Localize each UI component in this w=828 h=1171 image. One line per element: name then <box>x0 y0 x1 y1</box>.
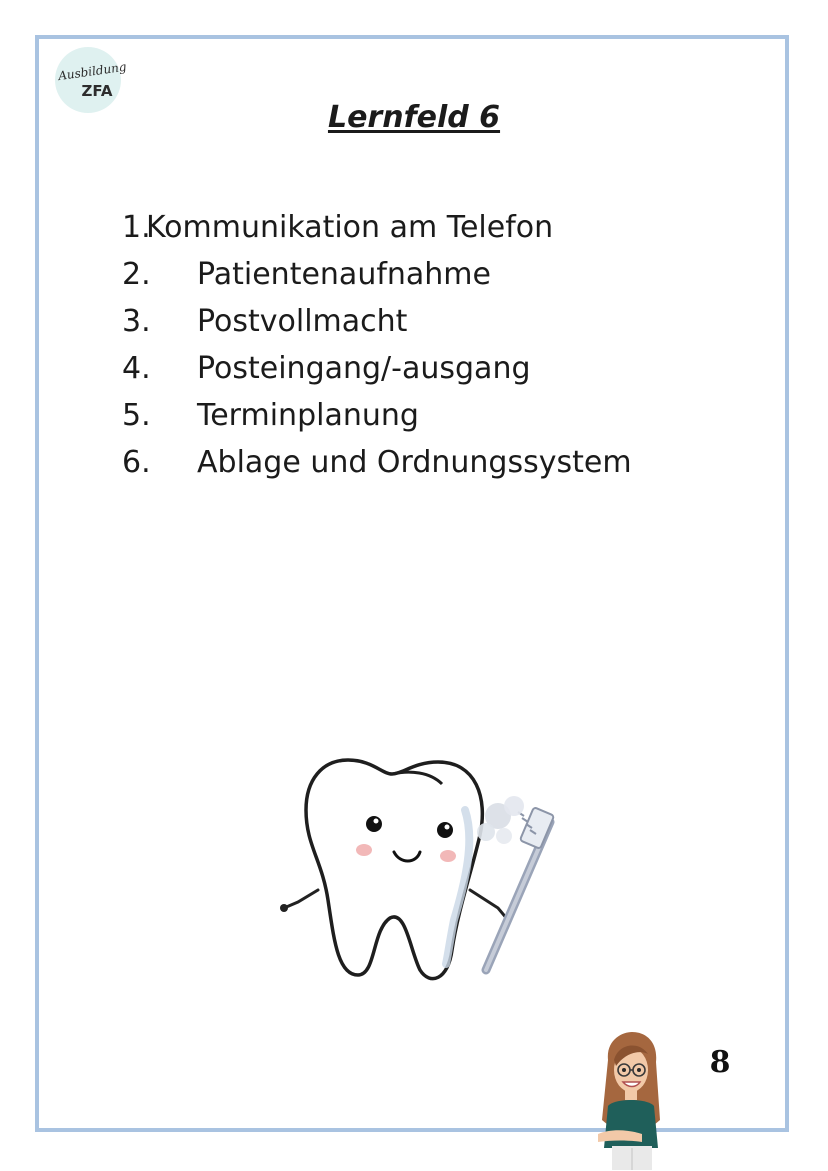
logo-text-bottom: ZFA <box>81 82 113 100</box>
topic-number: 3. <box>122 304 151 339</box>
page-number: 8 <box>709 1045 731 1080</box>
woman-avatar-icon <box>588 1030 673 1170</box>
topic-label: Posteingang/-ausgang <box>197 351 531 386</box>
topic-label: Patientenaufnahme <box>197 257 491 292</box>
topic-number: 6. <box>122 445 151 480</box>
topic-number: 4. <box>122 351 151 386</box>
topic-label: Postvollmacht <box>197 304 408 339</box>
logo-text-top: Ausbildung <box>57 59 128 84</box>
page-title: Lernfeld 6 <box>327 100 501 135</box>
topic-number: 5. <box>122 398 151 433</box>
tooth-with-toothbrush-icon <box>270 750 570 990</box>
topic-number: 2. <box>122 257 151 292</box>
topic-label: Kommunikation am Telefon <box>146 210 554 245</box>
topic-number: 1. <box>122 210 151 245</box>
topic-label: Terminplanung <box>197 398 419 433</box>
topic-label: Ablage und Ordnungssystem <box>197 445 632 480</box>
